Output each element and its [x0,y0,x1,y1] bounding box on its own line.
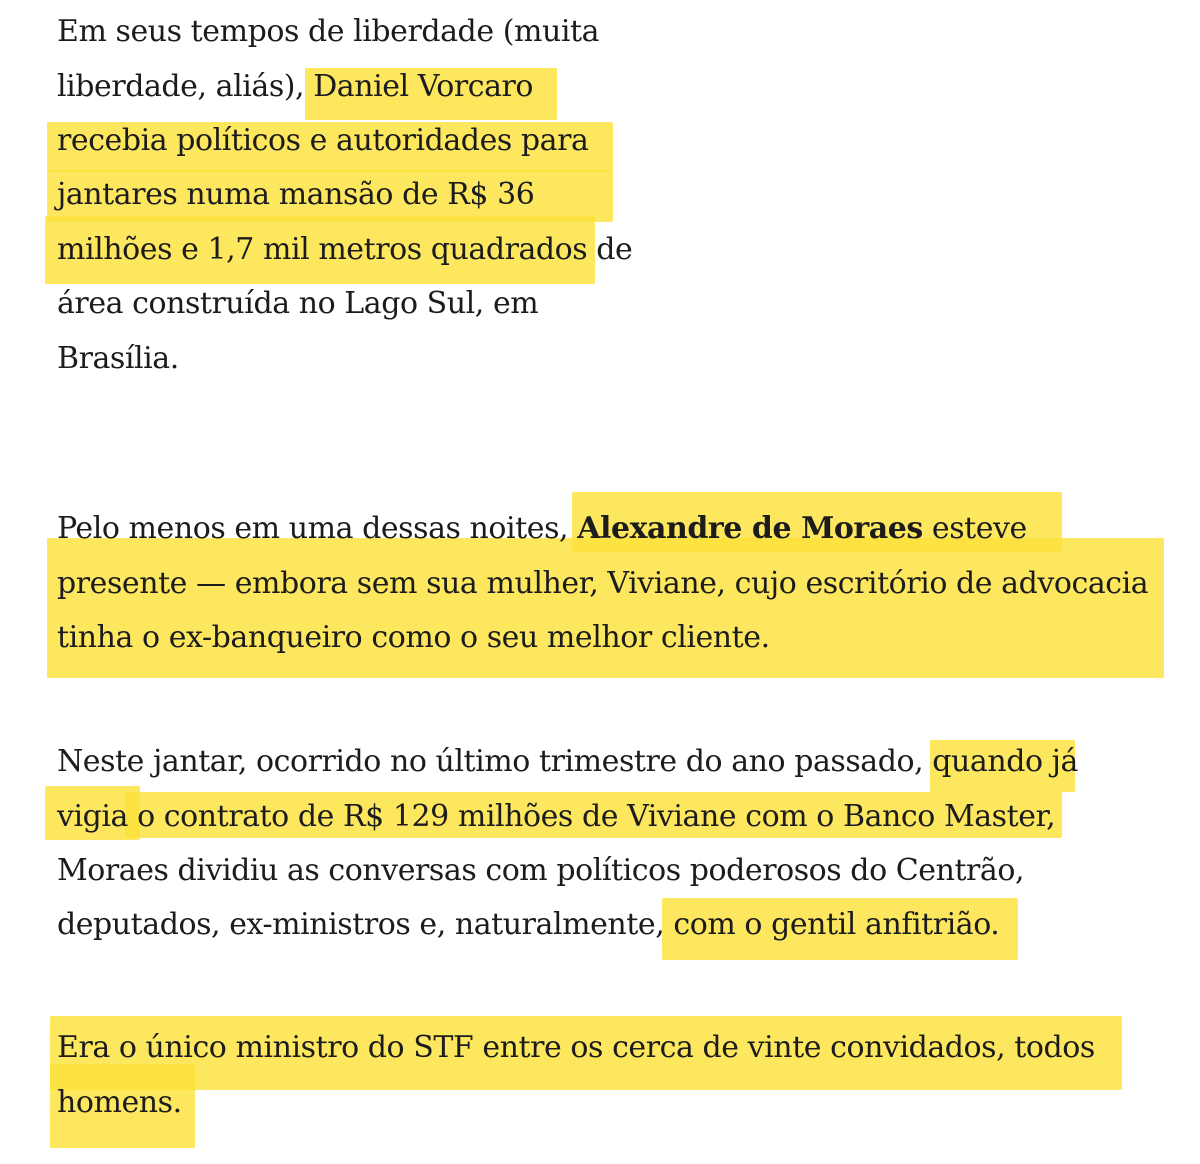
text-span: tinha o ex-banqueiro como o seu melhor cliente. [57,620,770,655]
text-line [57,742,1078,782]
text-span: área construída no Lago Sul, em [57,286,539,321]
text-line [57,121,588,161]
text-span: Pelo menos em uma dessas noites, [57,511,578,546]
text-span: recebia políticos e autoridades para [57,123,589,158]
text-span: liberdade, aliás), Daniel Vorcaro [57,69,534,104]
text-line [57,509,1027,549]
text-span: vigia o contrato de R$ 129 milhões de Viviane com o Banco Master, [57,799,1056,834]
text-span: Brasília. [57,341,179,376]
text-span: milhões e 1,7 mil metros quadrados de [57,232,633,267]
text-line [57,797,1055,837]
text-line [57,1028,1095,1068]
text-span: Era o único ministro do STF entre os cerca de vinte convidados, todos [57,1030,1095,1065]
text-line [57,230,632,270]
text-span: Neste jantar, ocorrido no último trimestre do ano passado, quando já [57,744,1078,779]
text-line [57,67,533,107]
text-span: Em seus tempos de liberdade (muita [57,14,600,49]
text-span: presente — embora sem sua mulher, Viviane, cujo escritório de advocacia [57,566,1149,601]
text-line [57,618,770,658]
text-line [57,12,599,52]
bold-name-text: Alexandre de Moraes [577,511,923,546]
text-span: esteve [922,511,1027,546]
text-line [57,175,534,215]
text-line [57,339,179,379]
text-line [57,905,999,945]
text-span: homens. [57,1085,182,1120]
text-span: deputados, ex-ministros e, naturalmente, com o gentil anfitrião. [57,907,1000,942]
text-line [57,1083,182,1123]
text-span: jantares numa mansão de R$ 36 [57,177,535,212]
text-span: Moraes dividiu as conversas com políticos poderosos do Centrão, [57,853,1025,888]
text-line [57,564,1148,604]
text-line [57,851,1024,891]
text-line [57,284,538,324]
